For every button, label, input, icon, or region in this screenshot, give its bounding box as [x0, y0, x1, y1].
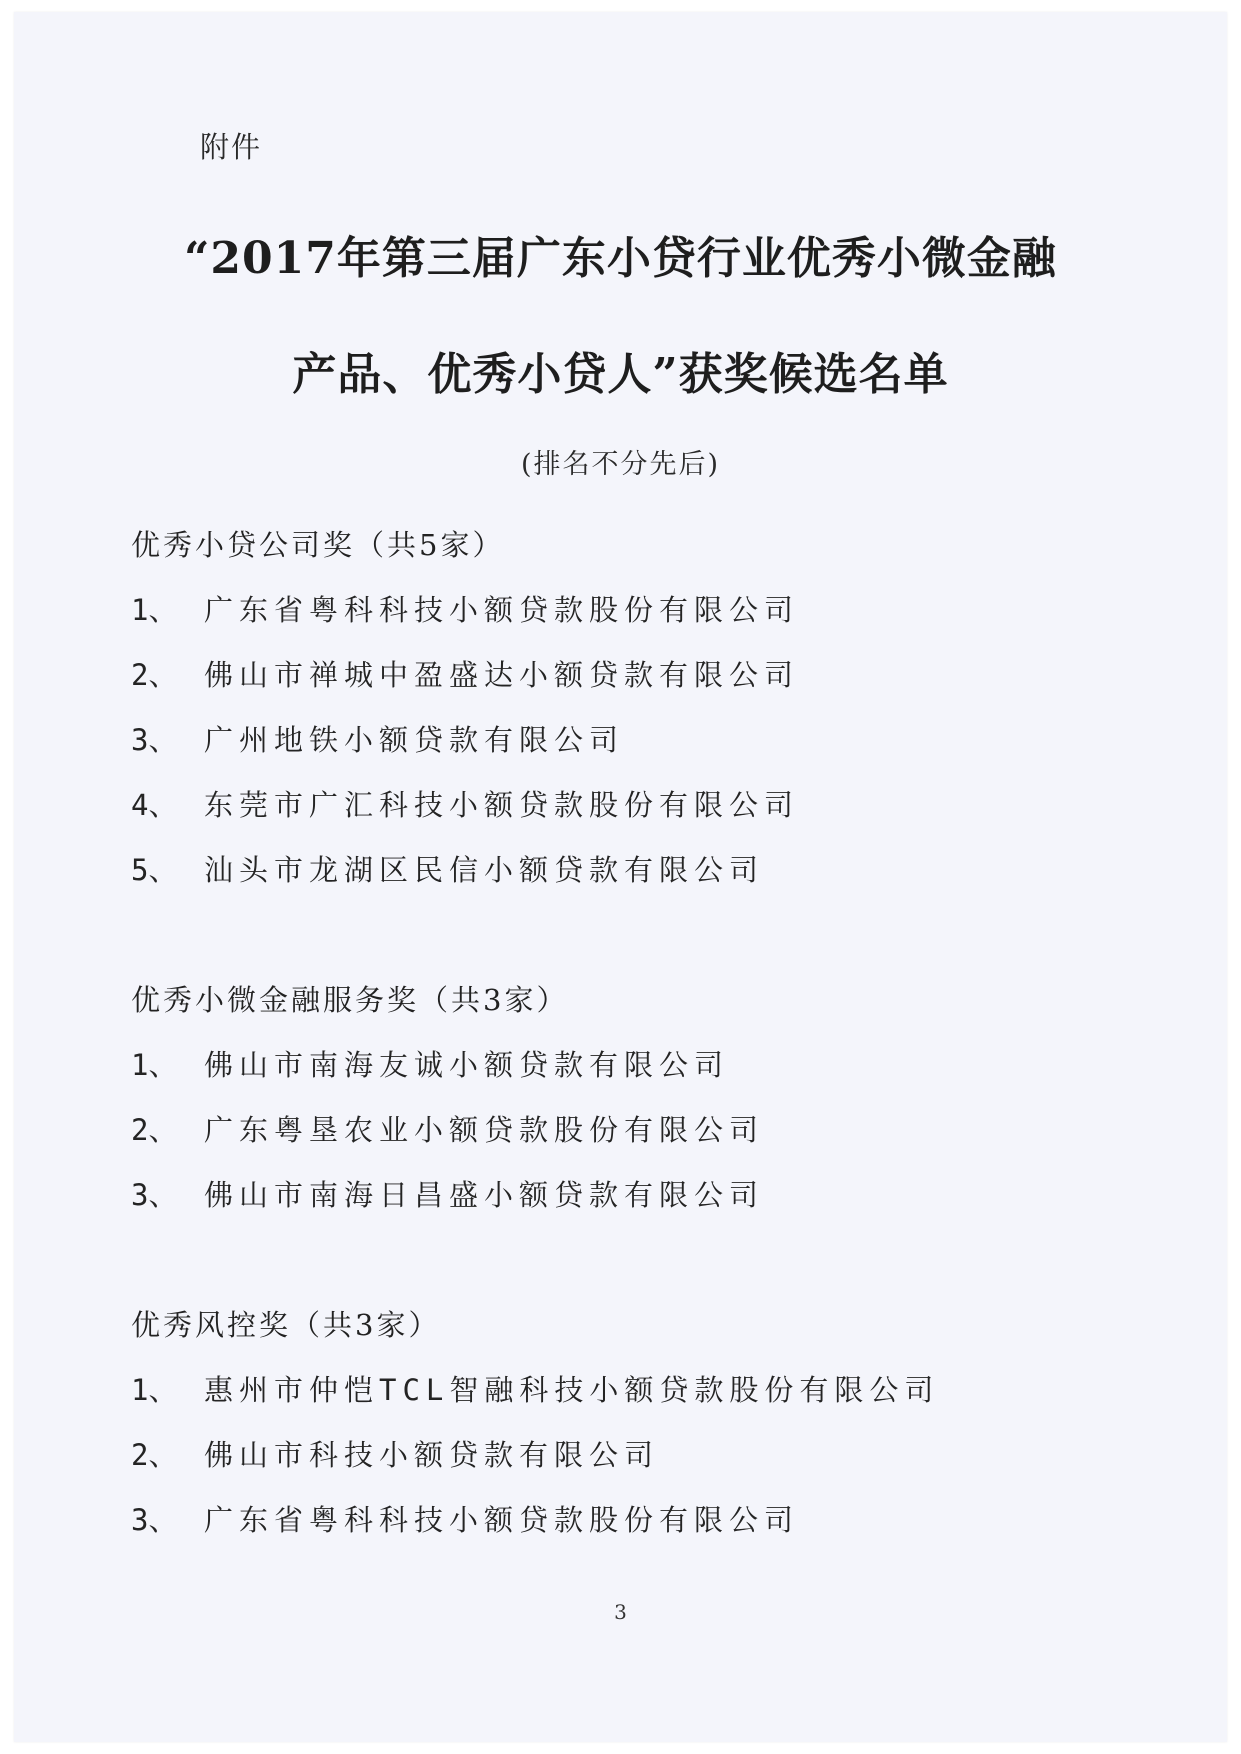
subtitle: (排名不分先后)	[520, 449, 721, 480]
list-item	[131, 1433, 659, 1474]
item-name: 佛山市南海日昌盛小额贷款有限公司	[204, 1178, 765, 1212]
item-name: 广东省粤科科技小额贷款股份有限公司	[204, 1503, 800, 1537]
item-number: 5、	[131, 853, 178, 887]
title-line-2: 产品、优秀小贷人”获奖候选名单	[292, 349, 949, 400]
list-item	[131, 783, 799, 824]
item-name: 汕头市龙湖区民信小额贷款有限公司	[204, 853, 765, 887]
item-name: 佛山市科技小额贷款有限公司	[204, 1438, 660, 1472]
item-number: 1、	[131, 1048, 178, 1082]
list-item	[131, 1498, 799, 1539]
item-name: 惠州市仲恺TCL智融科技小额贷款股份有限公司	[204, 1373, 940, 1407]
item-number: 3、	[131, 1503, 178, 1537]
item-number: 4、	[131, 788, 178, 822]
list-item	[131, 848, 764, 889]
attachment-label: 附件	[200, 130, 263, 164]
item-name: 广州地铁小额贷款有限公司	[204, 723, 625, 757]
item-number: 2、	[131, 1438, 178, 1472]
list-item	[131, 588, 799, 629]
item-number: 2、	[131, 1113, 178, 1147]
item-name: 佛山市禅城中盈盛达小额贷款有限公司	[204, 658, 800, 692]
list-item	[131, 1368, 939, 1409]
item-number: 2、	[131, 658, 178, 692]
list-item	[131, 1173, 764, 1214]
item-name: 广东粤垦农业小额贷款股份有限公司	[204, 1113, 765, 1147]
list-item	[131, 1043, 729, 1084]
section-heading-micro-finance-service: 优秀小微金融服务奖（共3家）	[131, 983, 569, 1017]
item-number: 1、	[131, 1373, 178, 1407]
section-heading-risk-control: 优秀风控奖（共3家）	[131, 1308, 441, 1342]
list-item	[131, 1108, 764, 1149]
list-item	[131, 718, 624, 759]
page-number: 3	[614, 1600, 627, 1624]
item-number: 3、	[131, 1178, 178, 1212]
item-number: 3、	[131, 723, 178, 757]
title-line-1: “2017年第三届广东小贷行业优秀小微金融	[184, 233, 1057, 284]
item-number: 1、	[131, 593, 178, 627]
section-heading-outstanding-company: 优秀小贷公司奖（共5家）	[131, 528, 505, 562]
item-name: 广东省粤科科技小额贷款股份有限公司	[204, 593, 800, 627]
item-name: 东莞市广汇科技小额贷款股份有限公司	[204, 788, 800, 822]
list-item	[131, 653, 799, 694]
item-name: 佛山市南海友诚小额贷款有限公司	[204, 1048, 730, 1082]
